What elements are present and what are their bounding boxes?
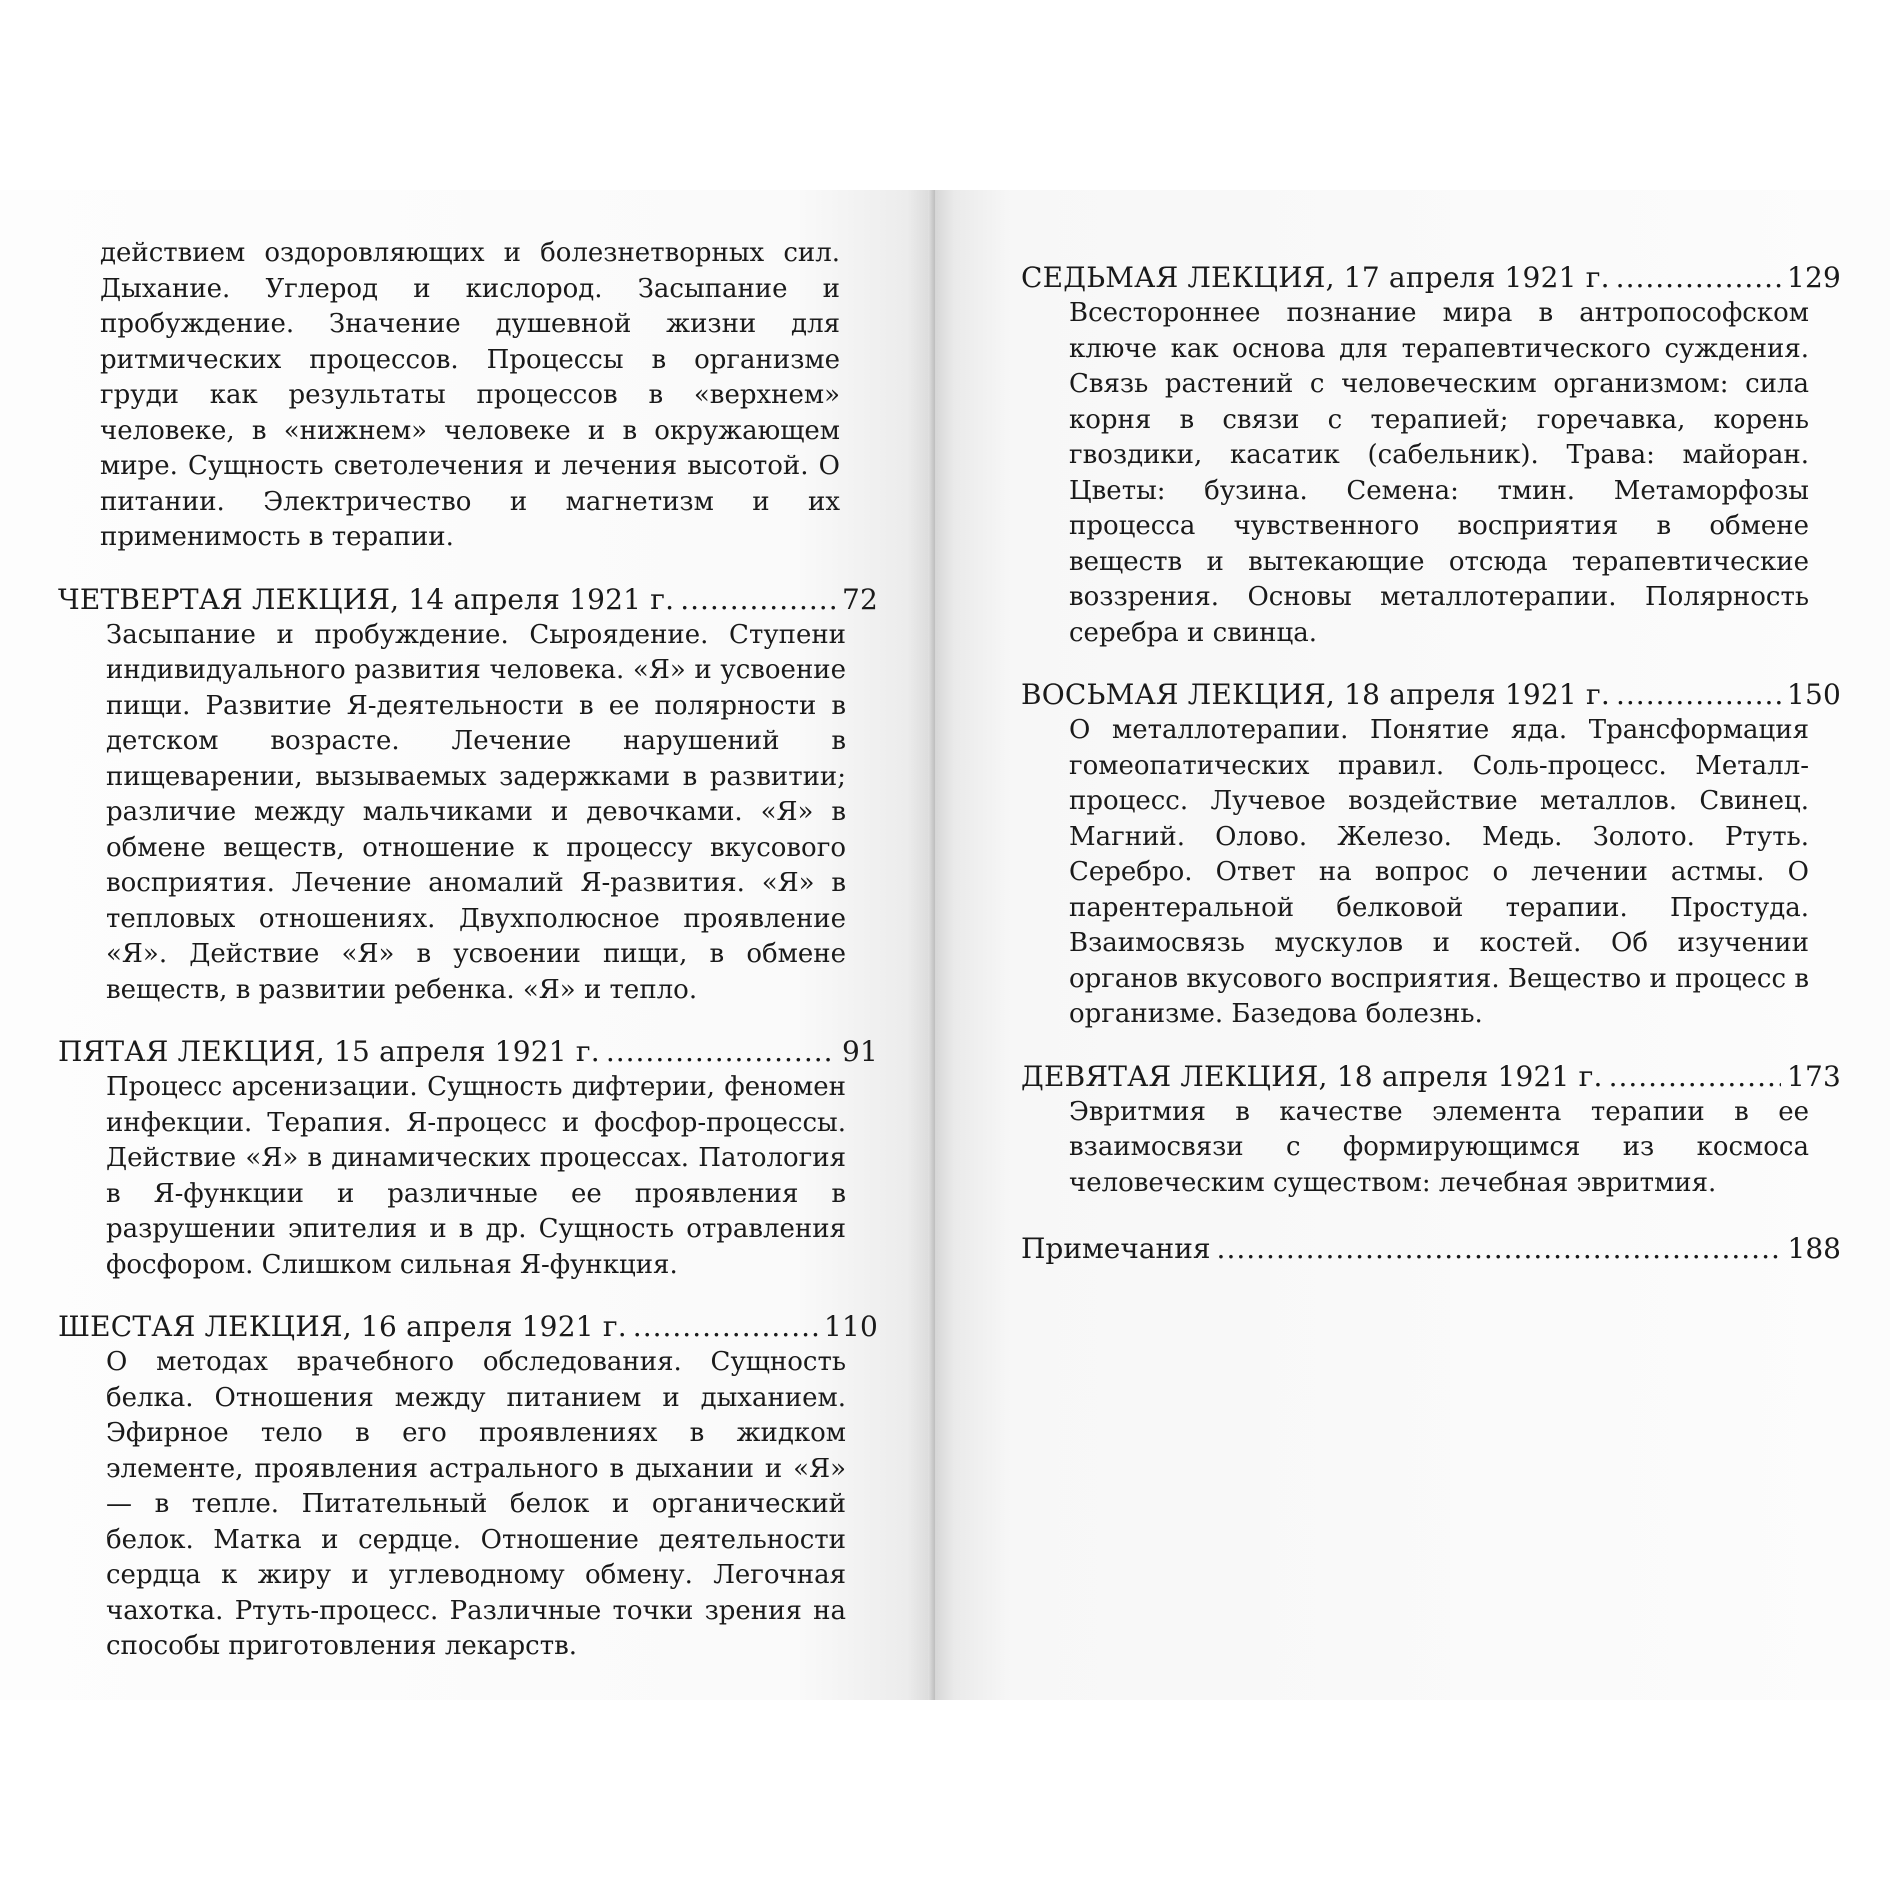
lecture-description: О металлотерапии. Понятие яда. Трансформация гомеопатических правил. Соль-процесс. Металл-процесс. Лучевое воздействие металлов. Свинец. Магний. Олово. Железо. Медь. Золото. Ртуть. Серебро. Ответ на вопрос о лечении астмы. О парентеральной белковой терапии. Простуда. Взаимосвязь мускулов и костей. Об изучении органов вкусового восприятия. Вещество и процесс в организме. Базедова болезнь.: [1069, 715, 1809, 1029]
lecture-description: Засыпание и пробуждение. Сыроядение. Ступени индивидуального развития человека. «Я» и усвоение пищи. Развитие Я-деятельности в ее полярности в детском возрасте. Лечение нарушений в пищеварении, вызываемых задержками в развитии; различие между мальчиками и девочками. «Я» в обмене веществ, отношение к процессу вкусового восприятия. Лечение аномалий Я-развития. «Я» в тепловых отношениях. Двухполюсное проявление «Я». Действие «Я» в усвоении пищи, в обмене веществ, в развитии ребенка. «Я» и тепло.: [106, 619, 846, 1005]
lecture-title: ВОСЬМАЯ ЛЕКЦИЯ, 18 апреля 1921 г.: [1021, 678, 1610, 711]
leader-dots: [680, 582, 836, 618]
lecture-heading[interactable]: [1021, 260, 1841, 296]
lecture-title: ЧЕТВЕРТАЯ ЛЕКЦИЯ, 14 апреля 1921 г.: [58, 582, 675, 616]
page-number: 188: [1787, 1232, 1841, 1265]
toc-entry-notes[interactable]: [1021, 1231, 1841, 1267]
lecture-heading[interactable]: [58, 1309, 878, 1345]
lecture-description: Всестороннее познание мира в антропософском ключе как основа для терапевтического суждения. Связь растений с человеческим организмом: сила корня в связи с терапией; горечавка, корень гвоздики, касатик (сабельник). Трава: майоран. Цветы: бузина. Семена: тмин. Метаморфозы процесса чувственного восприятия в обмене веществ и вытекающие отсюда терапевтические воззрения. Основы металлотерапии. Полярность серебра и свинца.: [1069, 298, 1809, 648]
lecture-title: ШЕСТАЯ ЛЕКЦИЯ, 16 апреля 1921 г.: [58, 1310, 627, 1343]
lecture-heading[interactable]: [58, 1034, 878, 1070]
lecture-heading[interactable]: [58, 582, 878, 618]
lecture-title: ДЕВЯТАЯ ЛЕКЦИЯ, 18 апреля 1921 г.: [1021, 1059, 1603, 1093]
page-number: 110: [823, 1310, 878, 1343]
left-page: [0, 190, 935, 1700]
leader-dots: [1616, 260, 1781, 296]
toc-entry-lecture-5[interactable]: [58, 1034, 935, 1283]
page-number: 150: [1786, 678, 1841, 711]
toc-entry-lecture-4[interactable]: [58, 582, 935, 1009]
toc-entry-lecture-9[interactable]: [1021, 1059, 1890, 1202]
toc-entry-lecture-7[interactable]: [1021, 260, 1890, 651]
page-number: 173: [1786, 1059, 1841, 1093]
page-number: 129: [1786, 261, 1841, 294]
lecture-description: Процесс арсенизации. Сущность дифтерии, феномен инфекции. Терапия. Я-процесс и фосфор-процессы. Действие «Я» в динамических процессах. Патология в Я-функции и различные ее проявления в разрушении эпителия и в др. Сущность отравления фосфором. Слишком сильная Я-функция.: [106, 1072, 846, 1280]
lecture-heading[interactable]: [1021, 1059, 1841, 1095]
continued-description: действием оздоровляющих и болезнетворных сил. Дыхание. Углерод и кислород. Засыпание и пробуждение. Значение душевной жизни для ритмических процессов. Процессы в организме груди как результаты процессов в «верхнем» человеке, в «нижнем» человеке и в окружающем мире. Сущность светолечения и лечения высотой. О питании. Электричество и магнетизм и их применимость в терапии.: [100, 238, 840, 552]
toc-entry-lecture-6[interactable]: [58, 1309, 935, 1665]
leader-dots: [633, 1309, 818, 1345]
leader-dots: [606, 1034, 836, 1070]
right-page: [935, 190, 1890, 1700]
lecture-title: ПЯТАЯ ЛЕКЦИЯ, 15 апреля 1921 г.: [58, 1035, 600, 1068]
toc-entry-lecture-8[interactable]: [1021, 677, 1890, 1033]
lecture-description: О методах врачебного обследования. Сущность белка. Отношения между питанием и дыханием. Эфирное тело в его проявлениях в жидком элементе, проявления астрального в дыхании и «Я» — в тепле. Питательный белок и органический белок. Матка и сердце. Отношение деятельности сердца к жиру и углеводному обмену. Легочная чахотка. Ртуть-процесс. Различные точки зрения на способы приготовления лекарств.: [106, 1347, 846, 1661]
leader-dots: [1616, 677, 1781, 713]
notes-title: Примечания: [1021, 1232, 1211, 1265]
leader-dots: [1217, 1231, 1782, 1267]
page-number: 72: [841, 582, 878, 616]
lecture-heading[interactable]: [1021, 677, 1841, 713]
leader-dots: [1609, 1059, 1781, 1095]
book-spread: [0, 190, 1890, 1700]
page-number: 91: [841, 1035, 878, 1068]
lecture-description: Эвритмия в качестве элемента терапии в ее взаимосвязи с формирующимся из космоса человеческим существом: лечебная эвритмия.: [1069, 1096, 1809, 1198]
lecture-title: СЕДЬМАЯ ЛЕКЦИЯ, 17 апреля 1921 г.: [1021, 261, 1610, 294]
